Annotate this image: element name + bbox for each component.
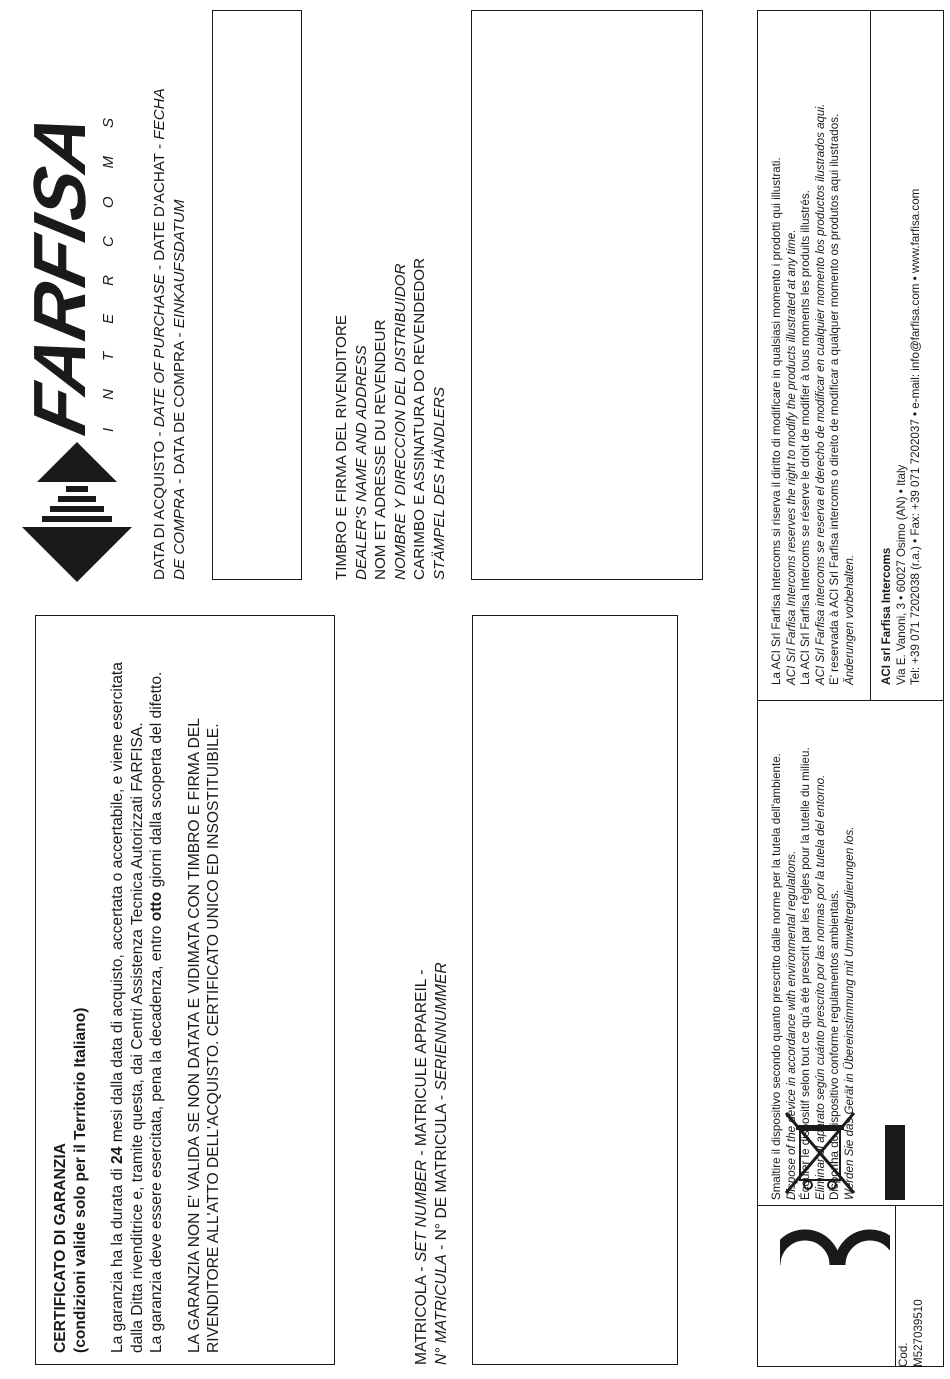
certificate-subtitle: (condizioni valide solo per il Territorio Italiano) — [71, 1007, 89, 1353]
dealer-stamp-label: TIMBRO E FIRMA DEL RIVENDITORE DEALER'S NAME AND ADDRESS NOM ET ADRESSE DU REVENDEUR NOMBRE Y DIRECCION DEL DISTRIBUIDOR CARIMBO E ASSINATURA DO REVENDEDOR STÄMPEL DES HÄNDLERS — [333, 257, 448, 580]
ce-mark — [780, 1220, 890, 1360]
modification-notice: La ACI Srl Farfisa Intercoms si riserva il diritto di modificare in qualsiasi momento i prodotti qui illustrati. ACI Srl Farfisa Intercoms reserves the right to modify the products illustrated at any time. La ACI Srl Farfisa Intercoms se réserve le droit de modifier à tous moments les produits illustrés. ACI Srl Farfisa intercoms se reserva el derecho de modificar en cualquier momento los productos ilustrados aqui. E' reservada à ACI Srl Farfisa intercoms o direito de modificar a qualquer momento os produtos aqui ilustrados. Änderungen vorbehalten. — [770, 103, 856, 685]
certificate-paragraph-validity: LA GARANZIA NON E' VALIDA SE NON DATATA E VIDIMATA CON TIMBRO E FIRMA DEL RIVENDITORE ALL'ATTO DELL'ACQUISTO. CERTIFICATO UNICO ED INSOSTITUIBILE. — [185, 718, 222, 1353]
dealer-stamp-box — [471, 10, 703, 580]
certificate-paragraph-deadline: La garanzia deve essere esercitata, pena la decadenza, entro otto giorni dalla scoperta del difetto. — [148, 671, 165, 1353]
farfisa-diamond-icon — [22, 442, 132, 582]
purchase-date-label: DATA DI ACQUISTO - DATE OF PURCHASE - DATE D'ACHAT - FECHA DE COMPRA - DATA DE COMPRA - EINKAUFSDATUM — [151, 88, 188, 580]
company-contacts: Tel: +39 071 7202038 (r.a.) • Fax: +39 071 7202037 • e-mail: info@farfisa.com • www.farfisa.com — [909, 188, 923, 685]
svg-text:CE: CE — [780, 1220, 782, 1221]
product-code: Cod. M527039510 — [897, 1299, 925, 1367]
company-address: Via E. Vanoni, 3 • 60027 Osimo (AN) • Italy — [894, 464, 908, 685]
farfisa-logo — [18, 22, 132, 582]
purchase-date-box — [212, 10, 302, 580]
company-info — [880, 25, 924, 685]
warranty-certificate — [35, 615, 335, 1365]
certificate-title: CERTIFICATO DI GARANZIA — [52, 1143, 69, 1353]
disposal-instructions: Smaltire il dispositivo secondo quanto prescritto dalle norme per la tutela dell'ambiente. Dispose of the device in accordance with environmental regulations. Écouler le dispositif selon tout ce qu'a été prescrit par les règles pour la tutelle du milieu. Eliminar el aparato según cuánto prescrito por las normas por la tutela del entorno. Disponha do dispositivo conforme regulamentos ambientais. Werden Sie das Gerät in Übereinstimmung mit Umweltregulierungen los. — [770, 747, 856, 1200]
brand-wordmark: FARFISA — [18, 106, 101, 441]
serial-number-label: MATRICOLA - SET NUMBER - MATRICULE APPAREIL - N° MATRICULA - N° DE MATRICULA - SERIENNUMMER — [413, 962, 450, 1365]
brand-subtitle: INTERCOMS — [100, 90, 117, 432]
certificate-paragraph-duration: La garanzia ha la durata di 24 mesi dalla data di acquisto, accertata o accertabile, e viene esercitata dalla Ditta rivenditrice e, tramite questa, dai Centri Assistenza Tecnica Autorizzati FARFISA. — [109, 662, 146, 1353]
ce-mark-icon — [780, 1220, 890, 1360]
company-name: ACI srl Farfisa Intercoms — [880, 547, 893, 685]
serial-number-box — [472, 615, 678, 1365]
weee-black-bar — [885, 1125, 905, 1200]
